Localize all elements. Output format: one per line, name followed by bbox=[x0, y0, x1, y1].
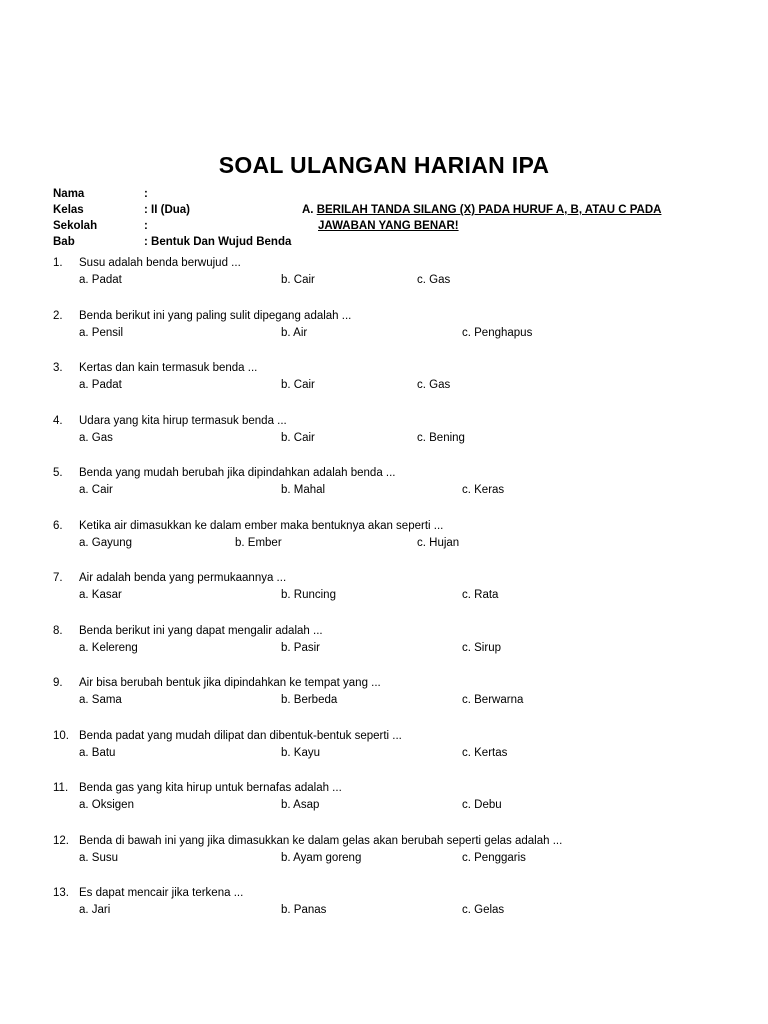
option-b: b. Cair bbox=[281, 379, 315, 391]
field-label-kelas: Kelas bbox=[53, 204, 84, 216]
option-a: a. Oksigen bbox=[79, 799, 134, 811]
option-a: a. Pensil bbox=[79, 326, 124, 339]
option-c: c. Gelas bbox=[462, 904, 505, 916]
option-c: c. Rata bbox=[462, 589, 499, 601]
field-label-bab: Bab bbox=[53, 236, 75, 248]
question-number: 5. bbox=[53, 467, 63, 479]
option-a: a. Batu bbox=[79, 746, 116, 759]
option-b: b. Mahal bbox=[281, 484, 326, 496]
option-a: a. Jari bbox=[79, 904, 111, 916]
question-number: 12. bbox=[53, 834, 69, 847]
option-a: a. Kasar bbox=[79, 589, 122, 601]
option-a: a. Padat bbox=[79, 379, 122, 391]
option-c: c. Kertas bbox=[462, 746, 508, 759]
question-item bbox=[0, 520, 768, 554]
question-text: Es dapat mencair jika terkena ... bbox=[79, 887, 244, 899]
question-number: 2. bbox=[53, 309, 63, 322]
question-text: Benda padat yang mudah dilipat dan dibentuk-bentuk seperti ... bbox=[79, 729, 402, 742]
field-value-nama: : bbox=[144, 188, 148, 200]
question-item bbox=[0, 257, 768, 291]
option-b: b. Berbeda bbox=[281, 694, 338, 706]
instruction-prefix: A. bbox=[302, 204, 314, 216]
option-c: c. Gas bbox=[417, 379, 451, 391]
question-text: Air adalah benda yang permukaannya ... bbox=[79, 572, 287, 584]
option-c: c. Penghapus bbox=[462, 326, 533, 339]
question-item bbox=[0, 415, 768, 449]
question-text: Ketika air dimasukkan ke dalam ember maka bentuknya akan seperti ... bbox=[79, 519, 444, 532]
option-b: b. Asap bbox=[281, 799, 320, 811]
question-text: Benda berikut ini yang paling sulit dipegang adalah ... bbox=[79, 309, 352, 322]
instruction-line-1: BERILAH TANDA SILANG (X) PADA HURUF A, B, ATAU C PADA bbox=[316, 204, 662, 216]
instruction bbox=[302, 202, 661, 234]
question-text: Susu adalah benda berwujud ... bbox=[79, 257, 241, 269]
question-item bbox=[0, 782, 768, 816]
question-item bbox=[0, 362, 768, 396]
option-a: a. Gayung bbox=[79, 536, 133, 549]
page-title: SOAL ULANGAN HARIAN IPA bbox=[218, 152, 550, 178]
question-text: Udara yang kita hirup termasuk benda ... bbox=[79, 414, 287, 427]
option-c: c. Keras bbox=[462, 484, 505, 496]
question-number: 4. bbox=[53, 414, 63, 427]
instruction-line-2: JAWABAN YANG BENAR! bbox=[318, 220, 459, 232]
question-text: Benda berikut ini yang dapat mengalir adalah ... bbox=[79, 624, 323, 637]
field-value-kelas: : II (Dua) bbox=[144, 204, 190, 216]
question-number: 1. bbox=[53, 257, 63, 269]
option-b: b. Air bbox=[281, 326, 308, 339]
field-label-sekolah: Sekolah bbox=[53, 220, 98, 232]
option-b: b. Kayu bbox=[281, 746, 320, 759]
field-value-bab: : Bentuk Dan Wujud Benda bbox=[144, 236, 292, 248]
option-c: c. Hujan bbox=[417, 536, 460, 549]
option-a: a. Padat bbox=[79, 274, 122, 286]
option-c: c. Sirup bbox=[462, 641, 501, 654]
option-a: a. Kelereng bbox=[79, 641, 138, 654]
field-label-nama: Nama bbox=[53, 188, 85, 200]
question-item bbox=[0, 625, 768, 659]
option-b: b. Ayam goreng bbox=[281, 851, 362, 864]
question-number: 10. bbox=[53, 729, 69, 742]
question-item bbox=[0, 677, 768, 711]
option-c: c. Debu bbox=[462, 799, 502, 811]
question-text: Benda gas yang kita hirup untuk bernafas adalah ... bbox=[79, 782, 342, 794]
option-c: c. Bening bbox=[417, 431, 465, 444]
option-b: b. Cair bbox=[281, 431, 315, 444]
question-number: 3. bbox=[53, 362, 63, 374]
question-item bbox=[0, 310, 768, 344]
option-a: a. Cair bbox=[79, 484, 113, 496]
question-number: 11. bbox=[53, 782, 69, 794]
question-item bbox=[0, 730, 768, 764]
question-text: Air bisa berubah bentuk jika dipindahkan ke tempat yang ... bbox=[79, 677, 381, 689]
option-a: a. Gas bbox=[79, 431, 113, 444]
question-number: 9. bbox=[53, 677, 63, 689]
question-text: Kertas dan kain termasuk benda ... bbox=[79, 362, 258, 374]
option-b: b. Ember bbox=[235, 536, 282, 549]
option-c: c. Penggaris bbox=[462, 851, 526, 864]
option-b: b. Panas bbox=[281, 904, 327, 916]
question-text: Benda di bawah ini yang jika dimasukkan ke dalam gelas akan berubah seperti gelas adalah ... bbox=[79, 834, 563, 847]
question-number: 6. bbox=[53, 519, 63, 532]
option-a: a. Sama bbox=[79, 694, 122, 706]
option-b: b. Runcing bbox=[281, 589, 336, 601]
option-b: b. Pasir bbox=[281, 641, 320, 654]
option-c: c. Berwarna bbox=[462, 694, 524, 706]
field-value-sekolah: : bbox=[144, 220, 148, 232]
question-item bbox=[0, 887, 768, 921]
question-item bbox=[0, 835, 768, 869]
question-number: 7. bbox=[53, 572, 63, 584]
option-c: c. Gas bbox=[417, 274, 451, 286]
option-b: b. Cair bbox=[281, 274, 315, 286]
question-item bbox=[0, 572, 768, 606]
question-number: 8. bbox=[53, 624, 63, 637]
question-text: Benda yang mudah berubah jika dipindahkan adalah benda ... bbox=[79, 467, 396, 479]
question-number: 13. bbox=[53, 887, 69, 899]
option-a: a. Susu bbox=[79, 851, 118, 864]
question-item bbox=[0, 467, 768, 501]
